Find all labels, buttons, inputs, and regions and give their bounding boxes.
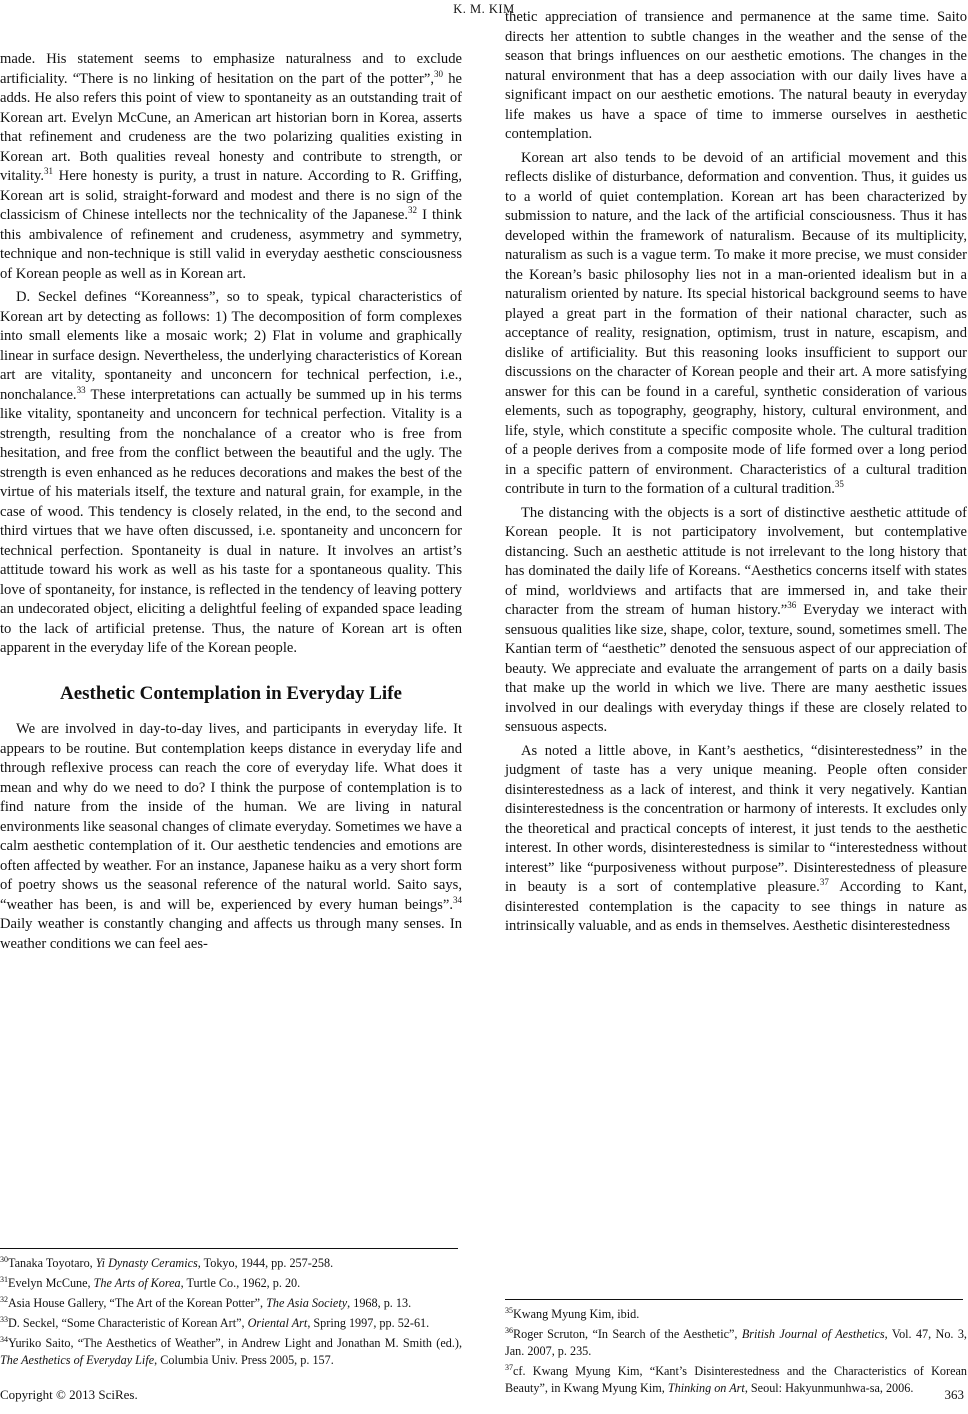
footnote-text: , 1968, p. 13. xyxy=(347,1295,412,1310)
footnote-text: , Seoul: Hakyunmunhwa-sa, 2006. xyxy=(744,1380,914,1395)
footnote-text: Yuriko Saito, “The Aesthetics of Weather”, in Andrew Light and Jonathan M. Smith (ed.), xyxy=(8,1335,462,1350)
footnote-text: D. Seckel, “Some Characteristic of Korean Art”, xyxy=(8,1315,248,1330)
paragraph: thetic appreciation of transience and permanence at the same time. Saito directs her attention to subtle changes in the weather and the sense of the season that brings influences on our aesthetic emotions. The changes in the natural environment that has a deep association with our daily lives have a significant impact on our aesthetic emotions. The natural beauty in everyday life makes us have a space of time to immerse ourselves in aesthetic contemplation. xyxy=(505,9,967,142)
footnote-text: cf. Kwang Myung Kim, “Kant’s Disinterestedness and the Characteristics of Korean Beauty”, in Kwang Myung Kim, xyxy=(505,1363,967,1395)
footnote-text: , Columbia Univ. Press 2005, p. 157. xyxy=(154,1352,334,1367)
footnote-number: 36 xyxy=(505,1325,513,1335)
text-run: According to Kant, disinterested contemplation is the capacity to see things in nature as intrinsically valuable, and as ends in themselves. Aesthetic disinterestedness xyxy=(505,879,967,934)
footnote-number: 34 xyxy=(0,1334,8,1344)
right-column xyxy=(505,8,967,937)
footnote-title: Oriental Art xyxy=(247,1315,308,1330)
text-run: These interpretations can actually be summed up in his terms like vitality, spontaneity and unconcern for technical perfection. Vitality is a strength, resulting from the nonchalance of a creator who is free from hesitation, and free from the conflict between the beautiful and the ugly. The strength is even enhanced as he reduces decorations and makes the best of the virtue of his materials itself, the texture and natural grain, for example, in the case of wood. This tendency is closely related, in the end, to the second and third virtues that we have often discussed, i.e. spontaneity and unconcern for technical perfection. Spontaneity is dual in nature. It involves an artist’s attitude toward his work as well as his taste for a spontaneous quality. This love of spontaneity, for instance, is reflected in the tendency of leaving pottery an undecorated object, eliciting a delightful feeling of expanded space leading to the lack of artificial pretense. Thus, the nature of Korean art is often apparent in the everyday life of the Korean people. xyxy=(0,386,462,656)
footnote-text: Evelyn McCune, xyxy=(8,1275,94,1290)
footnote-number: 32 xyxy=(0,1294,8,1304)
footnote-title: The Asia Society xyxy=(266,1295,348,1310)
footnote xyxy=(505,1306,967,1323)
text-run: he adds. He also refers this point of view to spontaneity as an outstanding trait of Korean art. Evelyn McCune, an American art historian born in Korea, asserts that refinement and crudeness are the two polarizing qualities existing in Korean art. Both qualities reveal honesty and contribute to strength, or vitality. xyxy=(0,70,462,184)
footnote-number: 33 xyxy=(0,1314,8,1324)
text-run: The distancing with the objects is a sort of distinctive aesthetic attitude of Korean people. It is not participatory involvement, but contemplative distancing. Such an aesthetic attitude is not irrelevant to the long history that has dominated the daily life of Koreans. “Aesthetics concerns itself with states of mind, worldviews and artifacts that are immersed in, and take their character from the stream of human history.” xyxy=(505,504,967,618)
text-run: We are involved in day-to-day lives, and participants in everyday life. It appears to be routine. But contemplation keeps distance in everyday life and through reflexive process can reach the core of everyday life. What does it mean and why do we need to do? I think the purpose of contemplation is to find nature from the inside of the human. We are living in natural environments like seasonal changes of climate everyday. Sometimes we have a calm aesthetic contemplation of it. Our aesthetic tendencies and emotions are often affected by weather. For an instance, Japanese haiku as a very short form of poetry shows us the seasonal reference of the natural world. Saito says, “weather has been, is and will be, experienced by every human beings”. xyxy=(0,721,462,913)
footnote-text: Roger Scruton, “In Search of the Aesthetic”, xyxy=(513,1326,742,1341)
footnote xyxy=(0,1335,462,1369)
paragraph xyxy=(0,720,462,954)
footnotes-left xyxy=(0,1255,462,1371)
text-run: Daily weather is constantly changing and affects us through many senses. In weather conditions we can feel aes- xyxy=(0,916,462,952)
footnote-ref[interactable]: 34 xyxy=(453,894,462,905)
footnote-ref[interactable]: 30 xyxy=(434,68,444,79)
footnote xyxy=(0,1275,462,1292)
footnote-title: Thinking on Art xyxy=(667,1380,745,1395)
footnote-text: Kwang Myung Kim, ibid. xyxy=(513,1307,640,1321)
paragraph xyxy=(505,149,967,500)
footnote-text: , Vol. 47, No. 3, Jan. 2007, p. 235. xyxy=(505,1326,967,1358)
text-run: Here honesty is purity, a trust in nature. According to R. Griffing, Korean art is solid, straight-forward and modest and there is no sign of the classicism of Chinese intellects nor the technicality of the Japanese. xyxy=(0,168,462,223)
text-run: D. Seckel defines “Koreanness”, so to speak, typical characteristics of Korean art by detecting as follows: 1) The decomposition of form complexes into small elements like a mosaic work; 2) Flat in volume and graphically linear in surface design. Nevertheless, the underlying characteristics of Korean art are vitality, spontaneity and unconcern for technical perfection, i.e., nonchalance. xyxy=(0,289,462,403)
footnote-ref[interactable]: 32 xyxy=(408,205,418,216)
footnote-number: 31 xyxy=(0,1274,8,1284)
text-run: Everyday we interact with sensuous qualities like size, shape, color, texture, sound, sometimes smell. The Kantian term of “aesthetic” denoted the sensuous aspect of our appreciation of beauty. We appreciate and evaluate the arrangement of parts on a daily basis that make up the world in which we live. There are many aesthetic issues involved in our dealings with everyday things if these are closely related to sensuous aspects. xyxy=(505,602,967,735)
footnotes-right xyxy=(505,1306,967,1400)
paragraph xyxy=(0,50,462,284)
footnote-rule xyxy=(505,1299,963,1300)
paragraph xyxy=(505,504,967,738)
paragraph xyxy=(0,288,462,659)
footnote-ref[interactable]: 37 xyxy=(819,877,829,888)
page-number: 363 xyxy=(944,1387,964,1402)
section-heading: Aesthetic Contemplation in Everyday Life xyxy=(60,682,402,704)
footnote xyxy=(0,1295,462,1312)
footnote-title: Yi Dynasty Ceramics xyxy=(95,1256,198,1270)
running-head: K. M. KIM xyxy=(453,2,515,16)
footnote-ref[interactable]: 31 xyxy=(44,166,54,177)
footnote-title: British Journal of Aesthetics xyxy=(741,1326,885,1341)
left-column xyxy=(0,50,462,954)
footnote xyxy=(505,1363,967,1397)
footnote-text: , Turtle Co., 1962, p. 20. xyxy=(180,1275,301,1290)
paragraph xyxy=(505,742,967,937)
footnote-number: 37 xyxy=(505,1362,513,1372)
footnote-rule xyxy=(0,1248,458,1249)
footnote-text: , Tokyo, 1944, pp. 257-258. xyxy=(197,1256,334,1270)
footnote-number: 30 xyxy=(0,1254,8,1264)
text-run: Korean art also tends to be devoid of an artificial movement and this reflects dislike of disturbance, deformation and convention. Thus, it guides us to a world of quiet contemplation. Korean art has been characterized by submission to nature, and the lack of the artificial consciousness. Thus it has developed within the framework of naturalism. Because of its multiplicity, naturalism as such is a vague term. To make it more precise, we must consider the Korean’s basic philosophy lies not in a man-oriented idealism but in a naturalism oriented by nature. Its special historical background seems to have played a great part in the formation of their national character, such as acceptance of reality, resignation, optimism, trust in nature, escapism, and dislike of artificiality. But this reasoning looks insufficient to support our discussions on the character of Korean people and their art. A more satisfying answer for this can be found in a careful, synthetic consideration of various elements, such as topography, geography, history, cultural environment, and life, style, which constitute a specific composite whole. The cultural tradition of a people derives from a composite mode of life formed over a long period in a specific pattern of environment. Characteristics of a cultural tradition contribute in turn to the formation of a cultural tradition. xyxy=(505,149,967,497)
text-run: I think this ambivalence of refinement and crudeness, asymmetry and symmetry, technique and non-technique is still valid in everyday aesthetic consciousness of Korean people as well as in Korean art. xyxy=(0,207,462,282)
footnote-text: , Spring 1997, pp. 52-61. xyxy=(307,1315,430,1330)
footnote xyxy=(0,1315,462,1332)
footnote-text: Asia House Gallery, “The Art of the Korean Potter”, xyxy=(8,1295,267,1310)
footnote-ref[interactable]: 35 xyxy=(834,479,844,490)
footnote xyxy=(0,1255,462,1272)
footnote-title: The Arts of Korea xyxy=(93,1275,181,1290)
text-run: made. His statement seems to emphasize naturalness and to exclude artificiality. “There is no linking of hesitation on the part of the potter”, xyxy=(0,51,462,87)
footnote-ref[interactable]: 36 xyxy=(787,600,797,611)
text-run: As noted a little above, in Kant’s aesthetics, “disinterestedness” in the judgment of taste has a very unique meaning. People often consider disinterestedness as a lack of interest, and think it very negatively. Kantian disinterestedness is the concentration or harmony of interests. It excludes only the theoretical and practical concepts of interest, it just tends to the aesthetic interest. In other words, disinterestedness is similar to “interestedness without interest” like “purposiveness without purpose”. Disinterestedness of pleasure in beauty is a sort of contemplative pleasure. xyxy=(505,742,967,895)
footnote-ref[interactable]: 33 xyxy=(76,384,86,395)
footnote-text: Tanaka Toyotaro, xyxy=(8,1256,96,1270)
copyright-notice: Copyright © 2013 SciRes. xyxy=(0,1387,138,1402)
footnote-number: 35 xyxy=(505,1305,513,1315)
footnote xyxy=(505,1326,967,1360)
footnote-title: The Aesthetics of Everyday Life xyxy=(0,1352,155,1367)
